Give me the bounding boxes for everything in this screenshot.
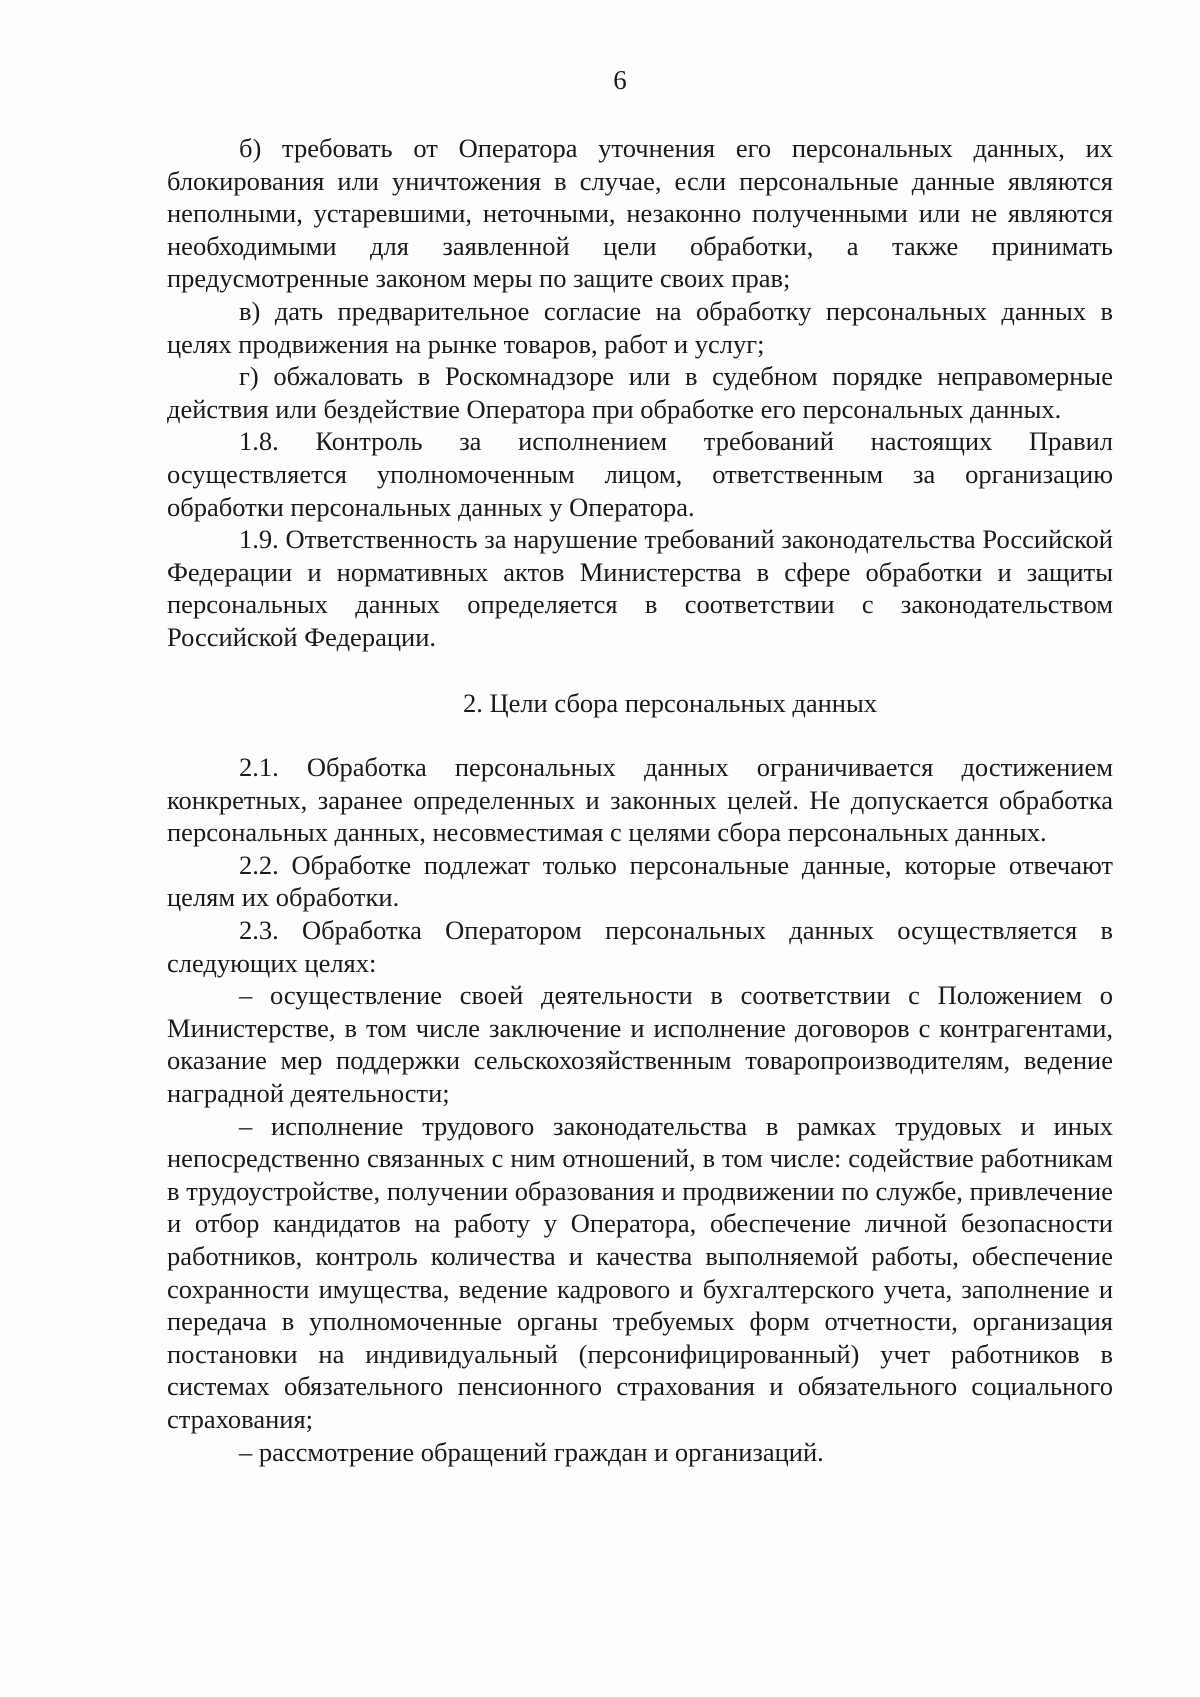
paragraph-rights-g: г) обжаловать в Роскомнадзоре или в судебном порядке неправомерные действия или бездействие Оператора при обработке его персональных данных. [167,361,1113,424]
section-heading: 2. Цели сбора персональных данных [462,687,878,718]
paragraph-2-2: 2.2. Обработке подлежат только персональные данные, которые отвечают целям их обработки. [167,849,1113,913]
page-number: 6 [613,65,627,95]
document-body [167,132,1113,1468]
paragraph-rights-b: б) требовать от Оператора уточнения его персональных данных, их блокирования или уничтожения в случае, если персональные данные являются неполными, устаревшими, неточными, незаконно полученными или не являются необходимыми для заявленной цели обработки, а также принимать предусмотренные законом меры по защите своих прав; [167,133,1113,294]
list-item-appeals: – рассмотрение обращений граждан и организаций. [239,1436,824,1467]
paragraph-2-3: 2.3. Обработка Оператором персональных данных осуществляется в следующих целях: [167,915,1113,978]
paragraph-2-1: 2.1. Обработка персональных данных ограничивается достижением конкретных, заранее определенных и законных целей. Не допускается обработка персональных данных, несовместимая с целями сбора персональных данных. [167,752,1113,848]
paragraph-rights-v: в) дать предварительное согласие на обработку персональных данных в целях продвижения на рынке товаров, работ и услуг; [167,295,1113,359]
list-item-labor: – исполнение трудового законодательства в рамках трудовых и иных непосредственно связанных с ним отношений, в том числе: содействие работникам в трудоустройстве, получении образования и продвижении по службе, привлечение и отбор кандидатов на работу у Оператора, обеспечение личной безопасности работников, контроль количества и качества выполняемой работы, обеспечение сохранности имущества, ведение кадрового и бухгалтерского учета, заполнение и передача в уполномоченные органы требуемых форм отчетности, организация постановки на индивидуальный (персонифицированный) учет работников в системах обязательного пенсионного страхования и обязательного социального страхования; [167,1110,1113,1434]
paragraph-1-8: 1.8. Контроль за исполнением требований настоящих Правил осуществляется уполномоченным лицом, ответственным за организацию обработки персональных данных у Оператора. [167,426,1113,522]
list-item-activity: – осуществление своей деятельности в соответствии с Положением о Министерстве, в том числе заключение и исполнение договоров с контрагентами, оказание мер поддержки сельскохозяйственным товаропроизводителям, ведение наградной деятельности; [167,980,1113,1109]
paragraph-1-9: 1.9. Ответственность за нарушение требований законодательства Российской Федерации и нормативных актов Министерства в сфере обработки и защиты персональных данных определяется в соответствии с законодательством Российской Федерации. [167,524,1113,652]
